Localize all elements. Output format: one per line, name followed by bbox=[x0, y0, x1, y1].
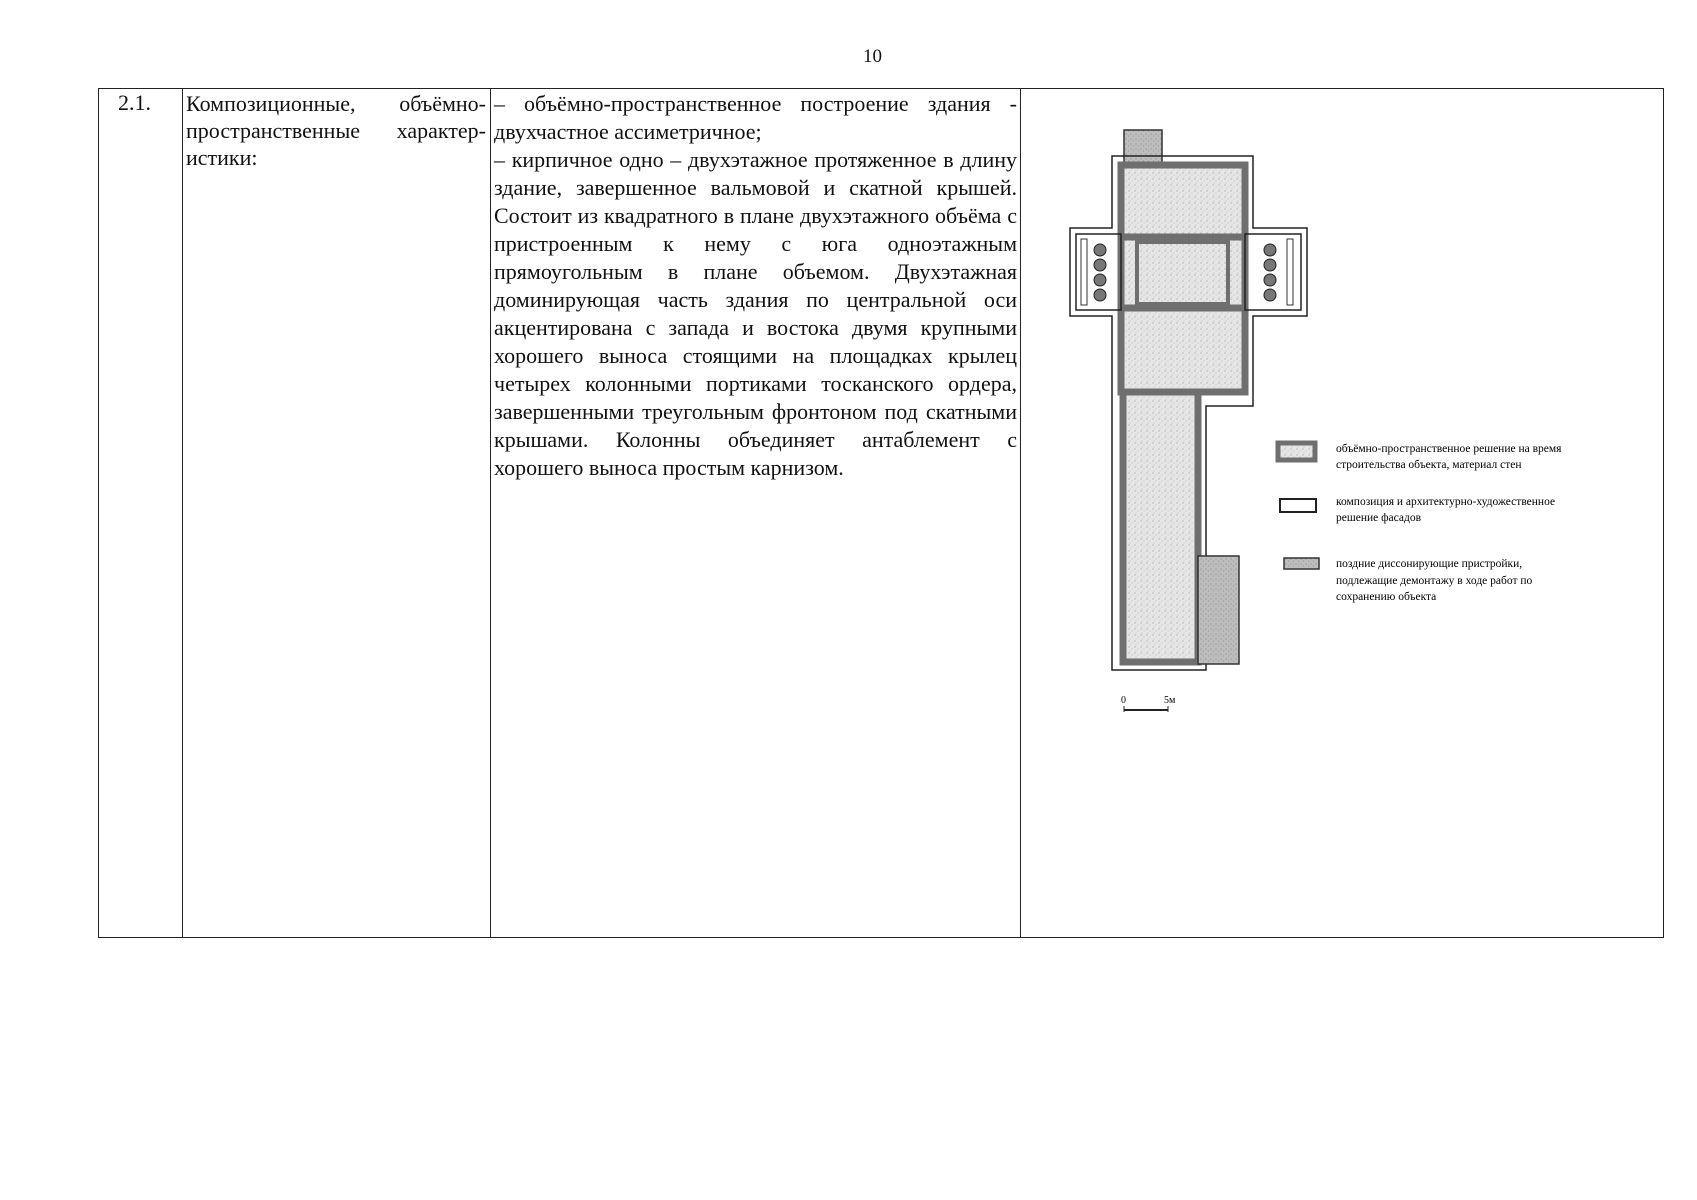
legend-text: композиция и архитектурно-художественное bbox=[1336, 496, 1556, 508]
table-left-border bbox=[98, 88, 99, 938]
scale-bar-start: 0 bbox=[1121, 695, 1126, 706]
column-icon bbox=[1264, 259, 1276, 271]
legend-text: строительства объекта, материал стен bbox=[1336, 459, 1522, 471]
scale-bar bbox=[1121, 695, 1176, 712]
row-description bbox=[494, 90, 1017, 482]
column-icon bbox=[1264, 274, 1276, 286]
legend-swatch-late-additions bbox=[1284, 558, 1319, 569]
late-addition-east bbox=[1198, 556, 1239, 664]
column-icon bbox=[1264, 244, 1276, 256]
column-icon bbox=[1094, 259, 1106, 271]
column-icon bbox=[1264, 289, 1276, 301]
description-paragraph-2: – кирпичное одно – двухэтажное протяженное в длину здание, завершенное вальмовой и скатной крышей. Состоит из квадратного в плане двухэтажного объёма с пристроенным к нему с юга одноэтажным прямоугольным в плане объемом. Двухэтажная доминирующая часть здания по центральной оси акцентирована с запада и востока двумя крупными хорошего выноса стоящими на площадках крылец четырех колонными портиками тосканского ордера, завершенными треугольным фронтоном под скатными крышами. Колонны объединяет антаблемент с хорошего выноса простым карнизом. bbox=[494, 147, 1017, 480]
central-room bbox=[1137, 242, 1228, 304]
legend-swatch-facades bbox=[1280, 499, 1316, 512]
legend-text: подлежащие демонтажу в ходе работ по bbox=[1336, 575, 1533, 587]
scale-bar-end: 5м bbox=[1164, 695, 1176, 706]
column-divider-2 bbox=[490, 88, 491, 938]
column-icon bbox=[1094, 274, 1106, 286]
column-icon bbox=[1094, 289, 1106, 301]
legend-text: объёмно-пространственное решение на время bbox=[1336, 443, 1562, 455]
late-addition-north bbox=[1124, 130, 1162, 164]
legend-text: сохранению объекта bbox=[1336, 591, 1437, 603]
one-storey-south-wing bbox=[1123, 392, 1198, 662]
row-index: 2.1. bbox=[118, 90, 151, 115]
description-paragraph-1: – объёмно-пространственное построение здания - двухчастное ассиметричное; bbox=[494, 91, 1017, 144]
column-icon bbox=[1094, 244, 1106, 256]
floor-plan-drawing bbox=[1020, 88, 1664, 938]
legend bbox=[1278, 443, 1562, 603]
table-row bbox=[98, 88, 1664, 938]
east-portico-steps bbox=[1287, 239, 1293, 305]
floor-plan-cell bbox=[1020, 88, 1664, 938]
legend-text: поздние диссонирующие пристройки, bbox=[1336, 558, 1523, 570]
column-divider-1 bbox=[182, 88, 183, 938]
page-number: 10 bbox=[863, 46, 882, 67]
legend-text: решение фасадов bbox=[1336, 512, 1422, 524]
west-portico-steps bbox=[1081, 239, 1087, 305]
row-characteristic-name: Композиционные, объёмно-пространственные характер-истики: bbox=[186, 91, 486, 170]
legend-swatch-original bbox=[1278, 443, 1315, 460]
